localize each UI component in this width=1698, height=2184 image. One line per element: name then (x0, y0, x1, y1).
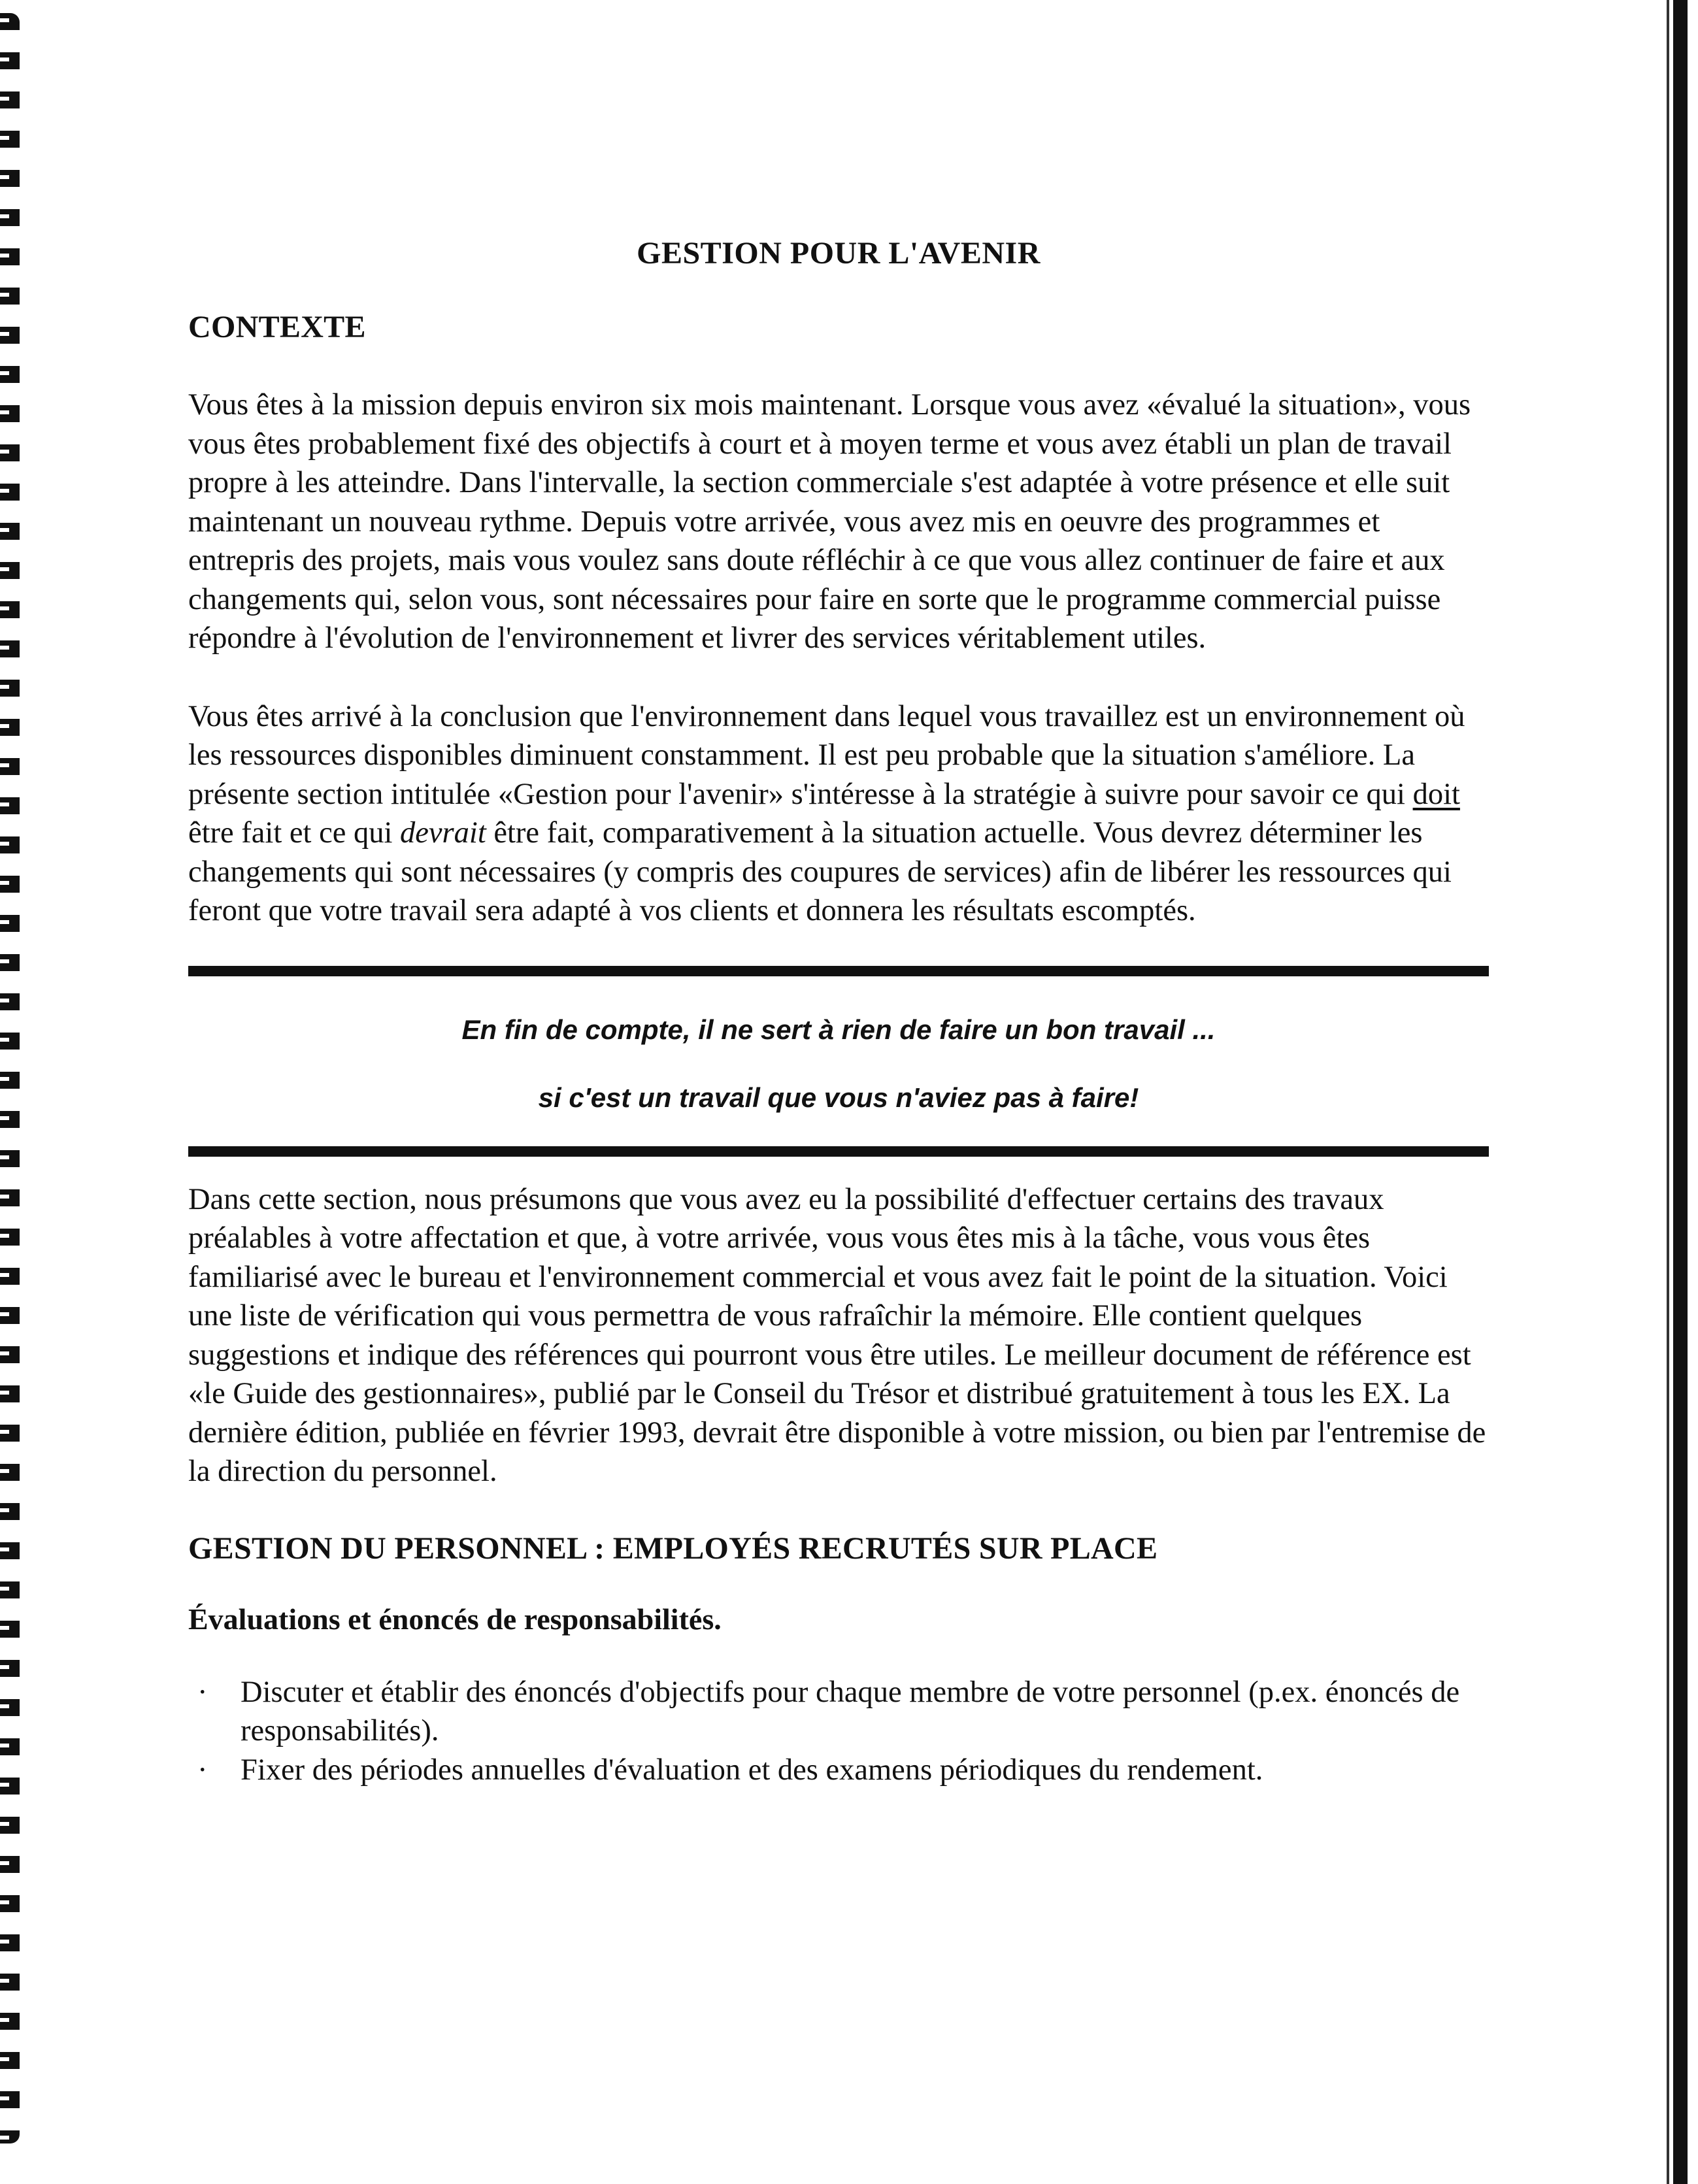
paragraph-2-text-c: être fait, comparativement à la situation actuelle. Vous devrez déterminer les changements qui sont nécessaires (y compris des coupures de services) afin de libérer les ressources qui feront que votre travail sera adapté à vos clients et donnera les résultats escomptés. (188, 816, 1452, 927)
divider-top (188, 966, 1489, 976)
underlined-word-doit: doit (1412, 777, 1460, 811)
list-item (188, 1673, 1489, 1751)
list-item (188, 1751, 1489, 1790)
quote-line-1: En fin de compte, il ne sert à rien de faire un bon travail ... (461, 1014, 1216, 1045)
paragraph-2-text-a: Vous êtes arrivé à la conclusion que l'environnement dans lequel vous travaillez est un environnement où les ressources disponibles diminuent constamment. Il est peu probable que la situation s'améliore. La présente section intitulée «Gestion pour l'avenir» s'intéresse à la stratégie à suivre pour savoir ce qui (188, 699, 1465, 811)
document-title: GESTION POUR L'AVENIR (637, 236, 1040, 271)
context-paragraph-1: Vous êtes à la mission depuis environ six mois maintenant. Lorsque vous avez «évalué la situation», vous vous êtes probablement fixé des objectifs à court et à moyen terme et vous avez établi un plan de travail propre à les atteindre. Dans l'intervalle, la section commerciale s'est adaptée à votre présence et elle suit maintenant un nouveau rythme. Depuis votre arrivée, vous avez mis en oeuvre des programmes et entrepris des projets, mais vous voulez sans doute réfléchir à ce que vous allez continuer de faire et aux changements qui, selon vous, sont nécessaires pour faire en sorte que le programme commercial puisse répondre à l'évolution de l'environnement et livrer des services véritablement utiles. (188, 388, 1471, 655)
evaluation-bullet-list (188, 1673, 1489, 1790)
context-heading: CONTEXTE (188, 310, 366, 344)
divider-bottom (188, 1146, 1489, 1157)
bullet-icon: · (197, 1753, 208, 1787)
paragraph-2-text-b: être fait et ce qui (188, 816, 401, 850)
evaluation-subheading: Évaluations et énoncés de responsabilités. (188, 1602, 722, 1636)
personnel-heading: GESTION DU PERSONNEL : EMPLOYÉS RECRUTÉS SUR PLACE (188, 1530, 1158, 1566)
context-paragraph-2 (188, 697, 1489, 931)
spiral-binding (0, 13, 20, 2143)
page-edge-shadow (1673, 0, 1688, 2184)
bullet-icon: · (197, 1675, 208, 1709)
list-item-text: Discuter et établir des énoncés d'objectifs pour chaque membre de votre personnel (p.ex. énoncés de responsabilités). (241, 1675, 1460, 1747)
checklist-intro-paragraph: Dans cette section, nous présumons que vous avez eu la possibilité d'effectuer certains des travaux préalables à votre affectation et que, à votre arrivée, vous vous êtes mis à la tâche, vous vous êtes familiarisé avec le bureau et l'environnement commercial et vous avez fait le point de la situation. Voici une liste de vérification qui vous permettra de vous rafraîchir la mémoire. Elle contient quelques suggestions et indique des références qui pourront vous être utiles. Le meilleur document de référence est «le Guide des gestionnaires», publié par le Conseil du Trésor et distribué gratuitement à tous les EX. La dernière édition, publiée en février 1993, devrait être disponible à votre mission, ou bien par l'entremise de la direction du personnel. (188, 1182, 1486, 1488)
quote-line-2: si c'est un travail que vous n'aviez pas à faire! (538, 1082, 1139, 1113)
document-page (188, 235, 1489, 1789)
italic-word-devrait: devrait (400, 816, 486, 850)
list-item-text: Fixer des périodes annuelles d'évaluation et des examens périodiques du rendement. (241, 1753, 1263, 1787)
